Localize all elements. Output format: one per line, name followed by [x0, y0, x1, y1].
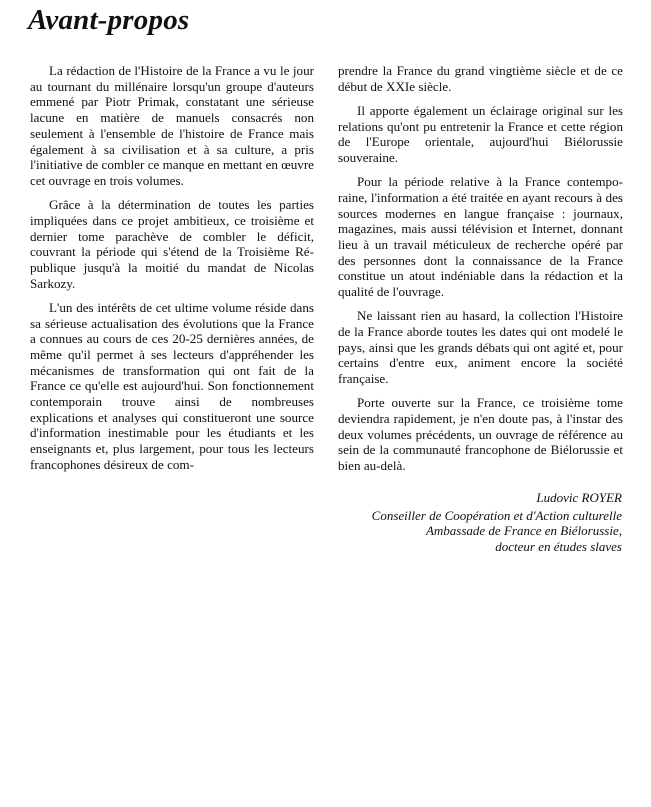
- paragraph: L'un des intérêts de cet ultime volume réside dans sa sérieuse actualisation des évolutions que la France a connues au cours de ces 20-25 dernières années, de même qu'il permet à ses lecteurs d'appréhender les mécanismes de transformation qui ont fait de la France ce qu'elle est aujourd'hui. Son fonctionnement contemporain trouve ainsi de nombreuses explications et analyses qui constitueront une source d'information inestimable pour les étudiants et les enseignants et, plus largement, pour tous les lecteurs francophones désireux de com-: [30, 299, 314, 472]
- right-column: [338, 63, 623, 482]
- paragraph: La rédaction de l'Histoire de la France a vu le jour au tournant du millénaire lorsqu'un groupe d'auteurs emmené par Piotr Primak, constatant une sérieuse lacune en matière de manuels consacrés non seulement à l'ensemble de l'histoire de France mais également à sa civilisation et à sa culture, a pris l'initiative de combler ce manque en mettant en œuvre cet ouvrage en trois volumes.: [30, 63, 314, 188]
- left-column: [30, 63, 314, 481]
- author-institution: Ambassade de France en Biélorussie,: [425, 523, 622, 538]
- paragraph: Il apporte également un éclairage original sur les relations qu'ont pu entretenir la France et cette région de l'Europe orientale, aujourd'hui Biélorussie souveraine.: [338, 102, 623, 166]
- author-name: Ludovic ROYER: [536, 490, 622, 505]
- author-role: Conseiller de Coopération et d'Action culturelle: [371, 507, 622, 523]
- signature-block: [372, 490, 622, 554]
- paragraph: Ne laissant rien au hasard, la collection l'Histoire de la France aborde toutes les dates qui ont modelé le pays, ainsi que les grands débats qui ont agité et, pour certains d'entre eux, animent encore la société française.: [338, 308, 623, 387]
- author-degree: docteur en études slaves: [495, 538, 622, 554]
- paragraph: Porte ouverte sur la France, ce troisième tome deviendra rapidement, je n'en doute pas, à l'instar des deux volumes précédents, un ouvrage de référence au sein de la communauté francophone de Biélorussie et bien au-delà.: [338, 395, 623, 474]
- page-title: Avant-propos: [28, 4, 190, 36]
- paragraph: Pour la période relative à la France contemporaine, l'information a été traitée en ayant recours à des sources modernes en langue française : journaux, magazines, mais aussi télévision et Internet, donnant lieu à un travail méticuleux de recherche opéré par des personnes dont la connaissance de la France constitue un atout indéniable dans la rédaction et la qualité de l'ouvrage.: [338, 174, 623, 300]
- paragraph: Grâce à la détermination de toutes les parties impliquées dans ce projet ambitieux, ce troisième et dernier tome parachève de combler le déficit, couvrant la période qui s'étend de la Troisième République jusqu'à la moitié du mandat de Nicolas Sarkozy.: [30, 197, 314, 291]
- paragraph-continuation: prendre la France du grand vingtième siècle et de ce début de XXIe siècle.: [338, 63, 623, 94]
